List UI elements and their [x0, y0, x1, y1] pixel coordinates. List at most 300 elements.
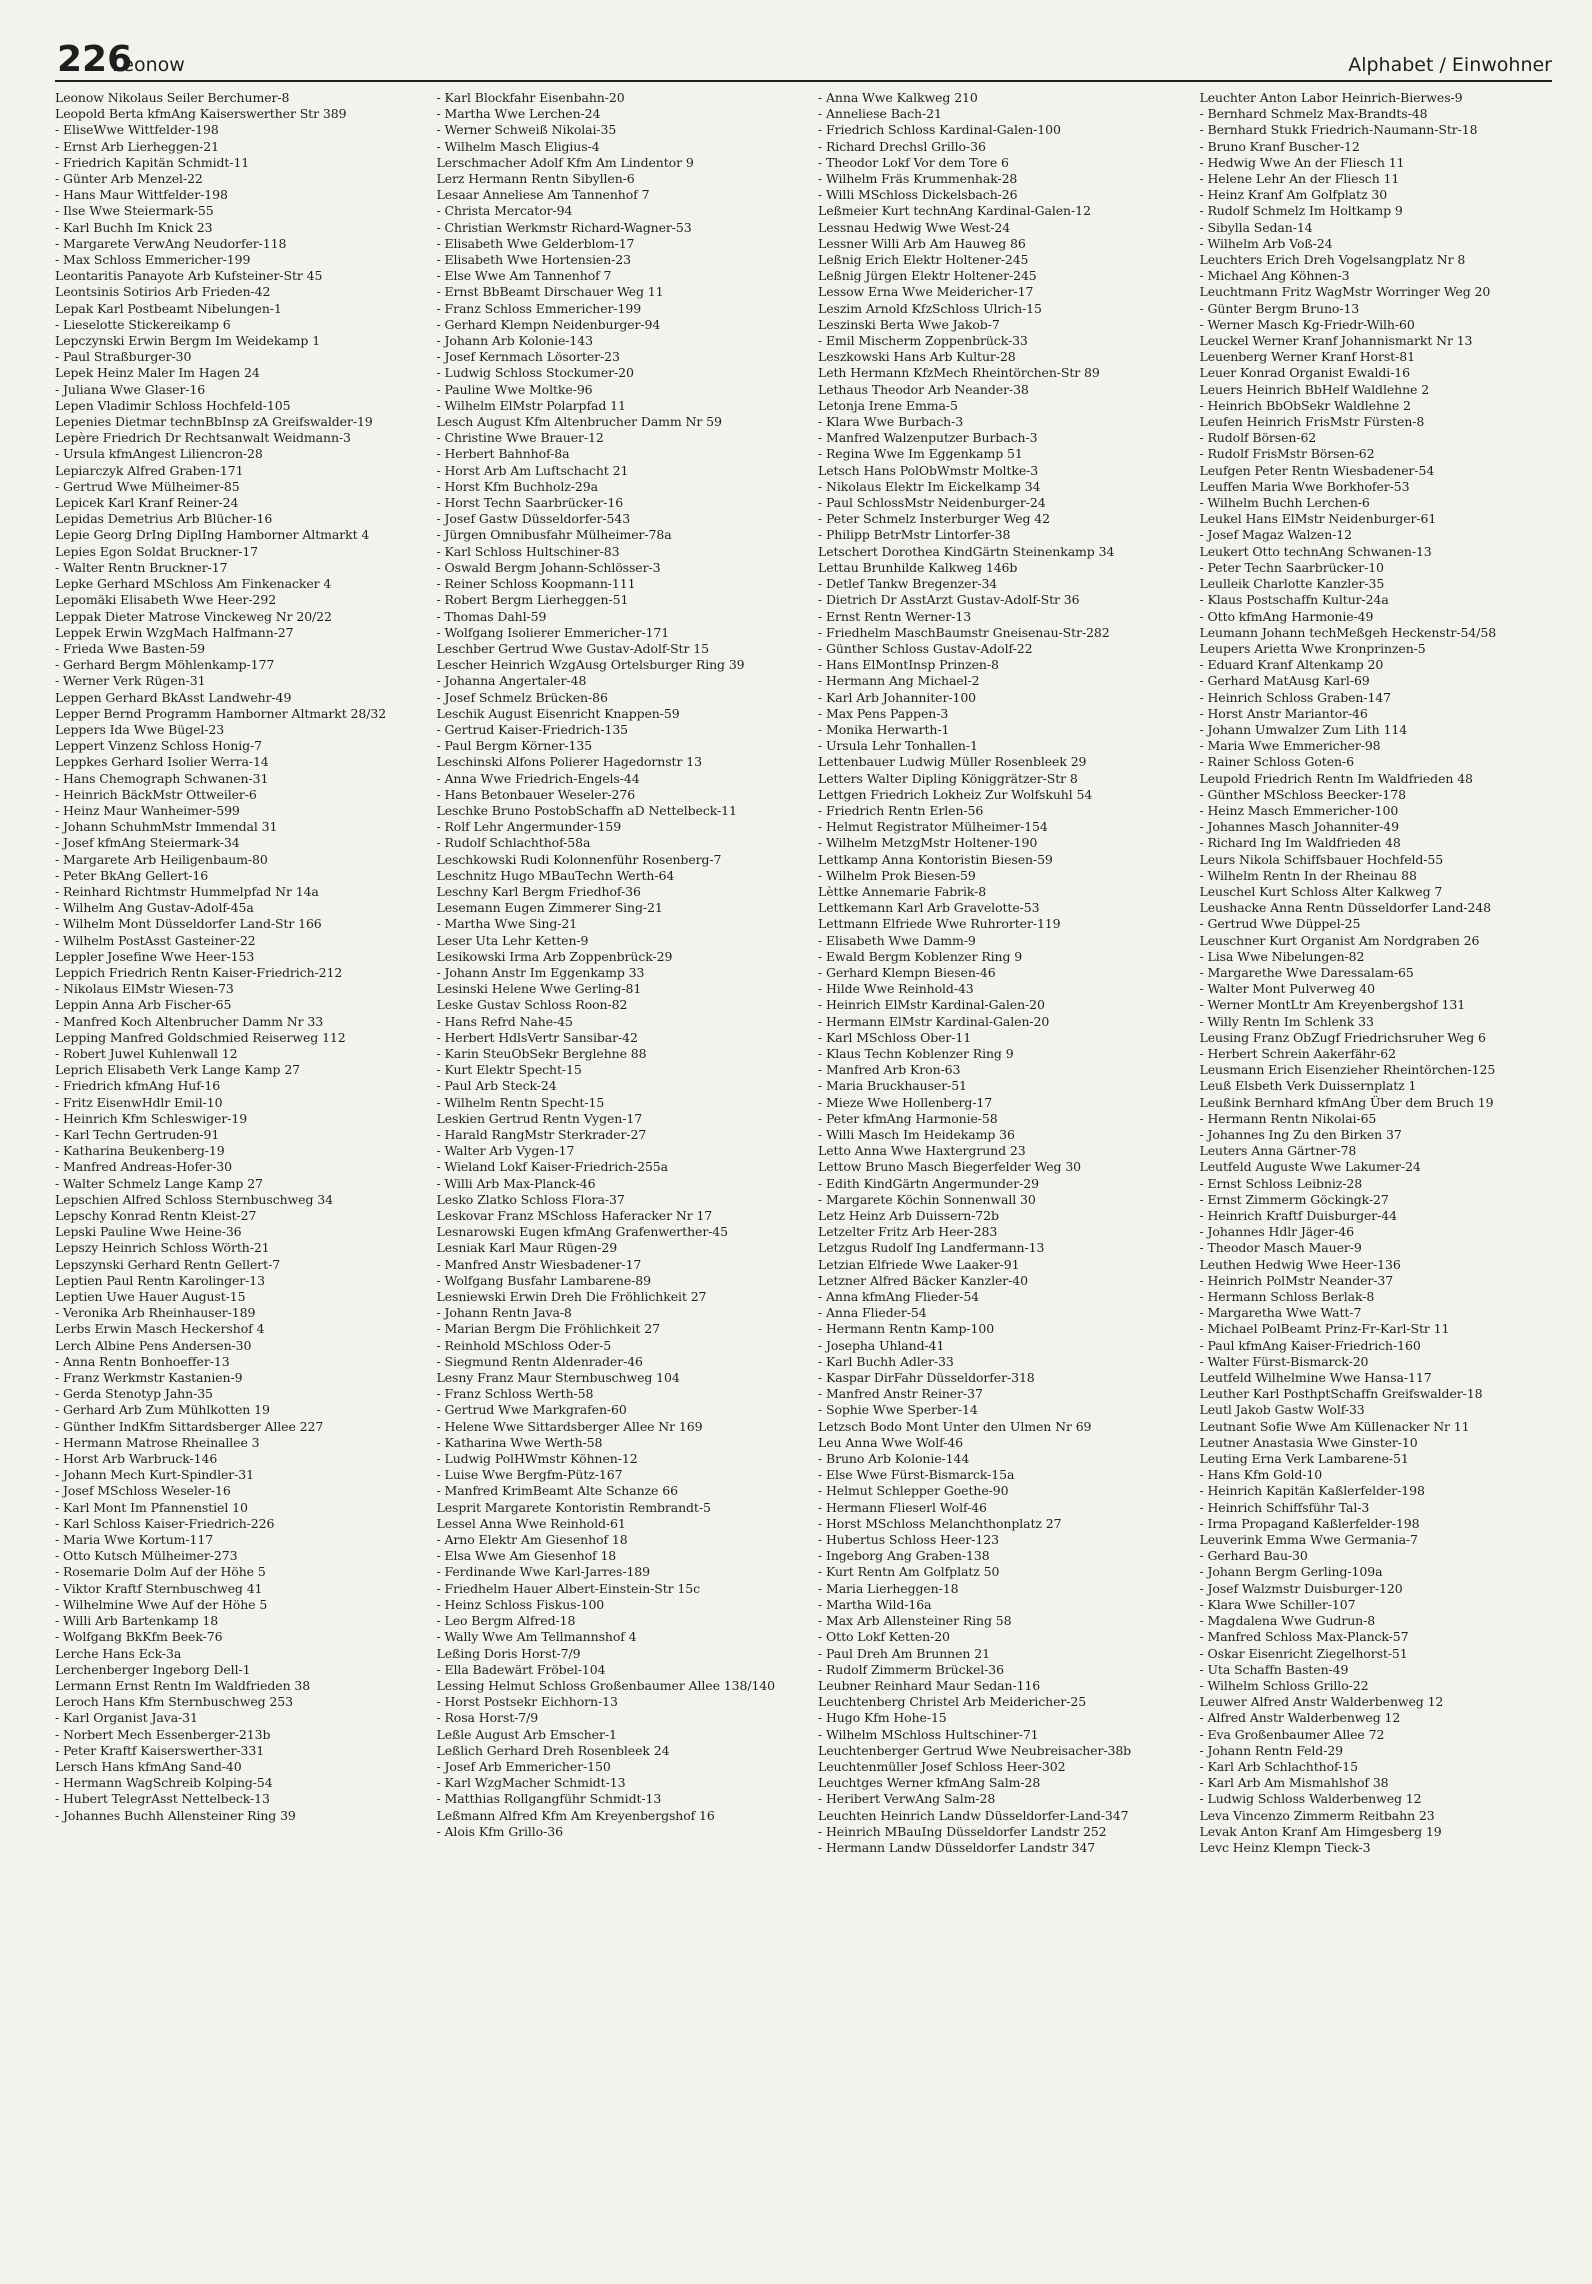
- directory-entry: Leu Anna Wwe Wolf-46: [818, 1434, 964, 1450]
- directory-entry: Leschkowski Rudi Kolonnenführ Rosenberg-7: [436, 851, 722, 867]
- directory-entry: Letzner Alfred Bäcker Kanzler-40: [818, 1272, 1028, 1288]
- directory-entry: - Gerhard Klempn Biesen-46: [818, 964, 996, 980]
- directory-entry: - Karl Arb Johanniter-100: [818, 689, 977, 705]
- directory-entry: - Hermann Ang Michael-2: [818, 673, 980, 689]
- directory-entry: - Veronika Arb Rheinhauser-189: [55, 1305, 256, 1321]
- directory-entry: - Heinz Kranf Am Golfplatz 30: [1199, 187, 1388, 203]
- directory-entry: Lerchenberger Ingeborg Dell-1: [55, 1661, 251, 1677]
- directory-entry: - Peter Schmelz Insterburger Weg 42: [818, 511, 1051, 527]
- directory-entry: - Heinz Masch Emmericher-100: [1199, 802, 1399, 818]
- directory-entry: - Fritz EisenwHdlr Emil-10: [55, 1094, 223, 1110]
- directory-entry: - Manfred KrimBeamt Alte Schanze 66: [436, 1483, 678, 1499]
- directory-entry: - Heinrich Kapitän Kaßlerfelder-198: [1199, 1483, 1425, 1499]
- directory-entry: - Eva Großenbaumer Allee 72: [1199, 1726, 1385, 1742]
- directory-entry: - Gertrud Wwe Markgrafen-60: [436, 1402, 627, 1418]
- directory-entry: - Horst Arb Warbruck-146: [55, 1451, 218, 1467]
- directory-entry: Leßnig Erich Elektr Holtener-245: [818, 252, 1029, 268]
- directory-entry: - Willy Rentn Im Schlenk 33: [1199, 1013, 1374, 1029]
- directory-entry: - Margarethe Wwe Daressalam-65: [1199, 964, 1414, 980]
- directory-entry: - Johannes Masch Johanniter-49: [1199, 819, 1399, 835]
- directory-entry: - Margarete Köchin Sonnenwall 30: [818, 1191, 1036, 1207]
- directory-entry: - Else Wwe Fürst-Bismarck-15a: [818, 1467, 1015, 1483]
- directory-entry: - Hilde Wwe Reinhold-43: [818, 981, 974, 997]
- directory-entry: - Wilhelm Masch Eligius-4: [436, 138, 600, 154]
- directory-entry: Leuchten Heinrich Landw Düsseldorfer-Land-347: [818, 1807, 1129, 1823]
- directory-entry: - Paul Dreh Am Brunnen 21: [818, 1645, 990, 1661]
- directory-entry: Lethaus Theodor Arb Neander-38: [818, 381, 1029, 397]
- directory-entry: Leuchters Erich Dreh Vogelsangplatz Nr 8: [1199, 252, 1466, 268]
- directory-entry: Leulleik Charlotte Kanzler-35: [1199, 576, 1385, 592]
- directory-entry: - Ludwig Schloss Walderbenweg 12: [1199, 1791, 1422, 1807]
- directory-entry: - Anna Wwe Kalkweg 210: [818, 90, 978, 105]
- directory-entry: Leprich Elisabeth Verk Lange Kamp 27: [55, 1062, 301, 1078]
- directory-entry: - Wilhelm MSchloss Hultschiner-71: [818, 1726, 1039, 1742]
- directory-entry: Leusing Franz ObZugf Friedrichsruher Weg 6: [1199, 1029, 1486, 1045]
- directory-entry: Leßing Doris Horst-7/9: [436, 1645, 581, 1661]
- directory-entry: - Ella Badewärt Fröbel-104: [436, 1661, 606, 1677]
- directory-entry: - Walter Rentn Bruckner-17: [55, 559, 228, 575]
- directory-entry: - Johann Umwalzer Zum Lith 114: [1199, 721, 1408, 737]
- directory-entry: Lesniak Karl Maur Rügen-29: [436, 1240, 618, 1256]
- directory-entry: - Wilhelm Schloss Grillo-22: [1199, 1677, 1369, 1693]
- directory-entry: Lessel Anna Wwe Reinhold-61: [436, 1515, 626, 1531]
- column-4: [1200, 90, 1558, 2264]
- directory-entry: - Ewald Bergm Koblenzer Ring 9: [818, 948, 1023, 964]
- directory-entry: - Werner Masch Kg-Friedr-Wilh-60: [1199, 316, 1415, 332]
- directory-entry: - Eduard Kranf Altenkamp 20: [1199, 657, 1384, 673]
- directory-entry: - Oswald Bergm Johann-Schlösser-3: [436, 559, 661, 575]
- directory-entry: - Hans Betonbauer Weseler-276: [436, 786, 636, 802]
- directory-entry: - Hermann Landw Düsseldorfer Landstr 347: [818, 1839, 1096, 1855]
- directory-entry: Lerche Hans Eck-3a: [55, 1645, 182, 1661]
- directory-entry: - Leo Bergm Alfred-18: [436, 1613, 576, 1629]
- directory-entry: Leuchtges Werner kfmAng Salm-28: [818, 1775, 1041, 1791]
- directory-entry: - Margaretha Wwe Watt-7: [1199, 1305, 1362, 1321]
- directory-entry: - Manfred Schloss Max-Planck-57: [1199, 1629, 1409, 1645]
- directory-entry: Leukert Otto technAng Schwanen-13: [1199, 543, 1432, 559]
- directory-entry: - Ferdinande Wwe Karl-Jarres-189: [436, 1564, 650, 1580]
- directory-entry: - Theodor Lokf Vor dem Tore 6: [818, 154, 1009, 170]
- directory-entry: - Helene Lehr An der Fliesch 11: [1199, 171, 1400, 187]
- directory-entry: Leppler Josefine Wwe Heer-153: [55, 948, 255, 964]
- directory-entry: Leptien Paul Rentn Karolinger-13: [55, 1272, 266, 1288]
- directory-entry: - Peter kfmAng Harmonie-58: [818, 1110, 998, 1126]
- directory-entry: - Gerhard Klempn Neidenburger-94: [436, 316, 661, 332]
- directory-entry: - Harald RangMstr Sterkrader-27: [436, 1127, 647, 1142]
- directory-entry: Leppich Friedrich Rentn Kaiser-Friedrich-212: [55, 964, 343, 980]
- directory-entry: - Manfred Arb Kron-63: [818, 1062, 961, 1078]
- directory-entry: Leuckel Werner Kranf Johannismarkt Nr 13: [1199, 333, 1473, 349]
- directory-entry: Leszim Arnold KfzSchloss Ulrich-15: [818, 300, 1042, 316]
- directory-entry: - Kaspar DirFahr Düsseldorfer-318: [818, 1370, 1035, 1386]
- directory-entry: - Bernhard Stukk Friedrich-Naumann-Str-18: [1199, 122, 1478, 138]
- directory-entry: - Johann Rentn Java-8: [436, 1305, 572, 1321]
- directory-entry: - Reiner Schloss Koopmann-111: [436, 576, 636, 592]
- directory-entry: - Heribert VerwAng Salm-28: [818, 1791, 996, 1807]
- directory-entry: - Willi Arb Bartenkamp 18: [55, 1613, 219, 1629]
- directory-entry: - Gerhard Bergm Möhlenkamp-177: [55, 657, 275, 673]
- directory-entry: - Irma Propagand Kaßlerfelder-198: [1199, 1515, 1420, 1531]
- directory-entry: - Klaus Postschaffn Kultur-24a: [1199, 592, 1389, 608]
- directory-entry: - Karl Organist Java-31: [55, 1710, 198, 1726]
- directory-entry: - Heinrich PolMstr Neander-37: [1199, 1272, 1394, 1288]
- directory-entry: Leumann Johann techMeßgeh Heckenstr-54/58: [1199, 624, 1497, 640]
- directory-entry: - Gertrud Kaiser-Friedrich-135: [436, 721, 629, 737]
- directory-entry: - Horst Postsekr Eichhorn-13: [436, 1694, 618, 1710]
- directory-entry: - Wilhelm Rentn In der Rheinau 88: [1199, 867, 1417, 883]
- directory-entry: - Anna Wwe Friedrich-Engels-44: [436, 770, 640, 786]
- directory-entry: - Helene Wwe Sittardsberger Allee Nr 169: [436, 1418, 703, 1434]
- directory-entry: Leuters Anna Gärtner-78: [1199, 1143, 1357, 1159]
- directory-entry: - Christian Werkmstr Richard-Wagner-53: [436, 219, 692, 235]
- directory-entry: - Rosemarie Dolm Auf der Höhe 5: [55, 1564, 266, 1580]
- directory-entry: - Kurt Elektr Specht-15: [436, 1062, 582, 1078]
- directory-entry: - Luise Wwe Bergfm-Pütz-167: [436, 1467, 623, 1483]
- directory-entry: Leßle August Arb Emscher-1: [436, 1726, 617, 1742]
- directory-entry: Lepski Pauline Wwe Heine-36: [55, 1224, 242, 1240]
- directory-entry: - Heinrich MBauIng Düsseldorfer Landstr 252: [818, 1823, 1107, 1839]
- directory-entry: - Günther Schloss Gustav-Adolf-22: [818, 640, 1033, 656]
- directory-entry: - Willi Masch Im Heidekamp 36: [818, 1127, 1015, 1142]
- directory-entry: - Karl Techn Gertruden-91: [55, 1127, 220, 1142]
- directory-entry: - Karl Blockfahr Eisenbahn-20: [436, 90, 625, 105]
- directory-entry: - Walter Fürst-Bismarck-20: [1199, 1353, 1369, 1369]
- directory-entry: - Matthias Rollgangführ Schmidt-13: [436, 1791, 662, 1807]
- directory-entry: - Günther MSchloss Beecker-178: [1199, 786, 1406, 802]
- directory-entry: - Martha Wild-16a: [818, 1596, 932, 1612]
- directory-entry: Lèttke Annemarie Fabrik-8: [818, 883, 987, 899]
- directory-entry: - Paul Straßburger-30: [55, 349, 192, 365]
- directory-entry: - Hugo Kfm Hohe-15: [818, 1710, 947, 1726]
- section-title: Alphabet / Einwohner: [1348, 54, 1552, 76]
- directory-entry: - Josef Walzmstr Duisburger-120: [1199, 1580, 1403, 1596]
- directory-entry: Lepszynski Gerhard Rentn Gellert-7: [55, 1256, 281, 1272]
- directory-entry: - Johannes Ing Zu den Birken 37: [1199, 1127, 1402, 1142]
- page-number: 226: [57, 39, 133, 80]
- column-2: [437, 90, 795, 2264]
- directory-entry: - Rainer Schloss Goten-6: [1199, 754, 1354, 770]
- directory-entry: - Martha Wwe Sing-21: [436, 916, 578, 932]
- directory-entry: - Karl Buchh Adler-33: [818, 1353, 954, 1369]
- directory-entry: - Ernst Rentn Werner-13: [818, 608, 972, 624]
- directory-entry: Leroch Hans Kfm Sternbuschweg 253: [55, 1694, 293, 1710]
- directory-entry: Lepicek Karl Kranf Reiner-24: [55, 495, 239, 511]
- directory-entry: Lessing Helmut Schloss Großenbaumer Allee 138/140: [436, 1677, 775, 1693]
- directory-entry: Lepschien Alfred Schloss Sternbuschweg 34: [55, 1191, 333, 1207]
- directory-entry: - Werner Verk Rügen-31: [55, 673, 206, 689]
- directory-entry: - Wilhelm Rentn Specht-15: [436, 1094, 605, 1110]
- directory-columns: [55, 90, 1557, 2264]
- directory-entry: - Anna Rentn Bonhoeffer-13: [55, 1353, 230, 1369]
- directory-entry: - Karl WzgMacher Schmidt-13: [436, 1775, 626, 1791]
- directory-entry: - Philipp BetrMstr Lintorfer-38: [818, 527, 1011, 543]
- directory-entry: Leuthen Hedwig Wwe Heer-136: [1199, 1256, 1401, 1272]
- directory-entry: Lerbs Erwin Masch Heckershof 4: [55, 1321, 265, 1337]
- directory-entry: - Hubertus Schloss Heer-123: [818, 1532, 999, 1548]
- directory-entry: Lepenies Dietmar technBbInsp zA Greifswalder-19: [55, 414, 373, 430]
- directory-entry: Leutner Anastasia Wwe Ginster-10: [1199, 1434, 1418, 1450]
- directory-entry: - Klaus Techn Koblenzer Ring 9: [818, 1045, 1014, 1061]
- directory-entry: - Bruno Kranf Buscher-12: [1199, 138, 1360, 154]
- directory-entry: Leufen Heinrich FrisMstr Fürsten-8: [1199, 414, 1425, 430]
- directory-entry: - Richard Ing Im Waldfrieden 48: [1199, 835, 1401, 851]
- page-header: [55, 38, 1552, 82]
- directory-entry: - Peter Techn Saarbrücker-10: [1199, 559, 1384, 575]
- directory-entry: - Horst Techn Saarbrücker-16: [436, 495, 624, 511]
- directory-entry: Letschert Dorothea KindGärtn Steinenkamp 34: [818, 543, 1115, 559]
- directory-entry: Leppen Gerhard BkAsst Landwehr-49: [55, 689, 292, 705]
- directory-entry: - Manfred Koch Altenbrucher Damm Nr 33: [55, 1013, 324, 1029]
- directory-entry: Levc Heinz Klempn Tieck-3: [1199, 1839, 1371, 1855]
- directory-entry: - Horst Kfm Buchholz-29a: [436, 478, 598, 494]
- directory-entry: - Frieda Wwe Basten-59: [55, 640, 206, 656]
- directory-entry: - Monika Herwarth-1: [818, 721, 950, 737]
- directory-entry: - Margarete VerwAng Neudorfer-118: [55, 235, 287, 251]
- directory-entry: Letz Heinz Arb Duissern-72b: [818, 1208, 999, 1224]
- directory-entry: Leschber Gertrud Wwe Gustav-Adolf-Str 15: [436, 640, 709, 656]
- directory-entry: - Wilhelm Buchh Lerchen-6: [1199, 495, 1370, 511]
- directory-entry: - Hermann Schloss Berlak-8: [1199, 1289, 1375, 1305]
- directory-entry: - Max Pens Pappen-3: [818, 705, 949, 721]
- directory-entry: - Helmut Schlepper Goethe-90: [818, 1483, 1009, 1499]
- directory-entry: Leuschner Kurt Organist Am Nordgraben 26: [1199, 932, 1480, 948]
- directory-entry: - Ernst Zimmerm Göckingk-27: [1199, 1191, 1389, 1207]
- directory-entry: - Hermann ElMstr Kardinal-Galen-20: [818, 1013, 1050, 1029]
- directory-entry: - Wieland Lokf Kaiser-Friedrich-255a: [436, 1159, 669, 1175]
- directory-entry: Leser Uta Lehr Ketten-9: [436, 932, 589, 948]
- directory-entry: - Elisabeth Wwe Damm-9: [818, 932, 976, 948]
- directory-entry: - Wilhelm Arb Voß-24: [1199, 235, 1333, 251]
- directory-entry: - Josef Kernmach Lösorter-23: [436, 349, 620, 365]
- directory-entry: Lesaar Anneliese Am Tannenhof 7: [436, 187, 650, 203]
- directory-entry: - Peter BkAng Gellert-16: [55, 867, 209, 883]
- directory-entry: Leppers Ida Wwe Bügel-23: [55, 721, 225, 737]
- directory-entry: - Maria Lierheggen-18: [818, 1580, 959, 1596]
- directory-entry: Lesikowski Irma Arb Zoppenbrück-29: [436, 948, 673, 964]
- directory-entry: - Hans Kfm Gold-10: [1199, 1467, 1323, 1483]
- directory-entry: - Norbert Mech Essenberger-213b: [55, 1726, 271, 1742]
- directory-entry: - Rudolf Schlachthof-58a: [436, 835, 591, 851]
- directory-entry: - Hans Refrd Nahe-45: [436, 1013, 573, 1029]
- directory-entry: - Hermann Matrose Rheinallee 3: [55, 1434, 260, 1450]
- directory-entry: - Franz Schloss Emmericher-199: [436, 300, 642, 316]
- directory-entry: - Heinz Schloss Fiskus-100: [436, 1596, 605, 1612]
- directory-entry: Leußink Bernhard kfmAng Über dem Bruch 19: [1199, 1094, 1494, 1110]
- directory-entry: - Werner Schweiß Nikolai-35: [436, 122, 617, 138]
- directory-entry: - Uta Schaffn Basten-49: [1199, 1661, 1349, 1677]
- directory-entry: Leske Gustav Schloss Roon-82: [436, 997, 628, 1013]
- directory-entry: - Wilhelmine Wwe Auf der Höhe 5: [55, 1596, 268, 1612]
- directory-entry: - Franz Werkmstr Kastanien-9: [55, 1370, 243, 1386]
- directory-entry: Leuenberg Werner Kranf Horst-81: [1199, 349, 1415, 365]
- directory-entry: - Wally Wwe Am Tellmannshof 4: [436, 1629, 637, 1645]
- directory-entry: - Magdalena Wwe Gudrun-8: [1199, 1613, 1376, 1629]
- directory-entry: Leopold Berta kfmAng Kaiserswerther Str 389: [55, 106, 347, 122]
- directory-entry: - Peter Kraftf Kaiserswerther-331: [55, 1742, 265, 1758]
- directory-entry: - Ilse Wwe Steiermark-55: [55, 203, 214, 219]
- directory-entry: - Josepha Uhland-41: [818, 1337, 945, 1353]
- directory-entry: Lepschy Konrad Rentn Kleist-27: [55, 1208, 257, 1224]
- directory-entry: Lepper Bernd Programm Hamborner Altmarkt 28/32: [55, 705, 387, 721]
- directory-entry: Leßmeier Kurt technAng Kardinal-Galen-12: [818, 203, 1091, 219]
- directory-entry: - Klara Wwe Schiller-107: [1199, 1596, 1356, 1612]
- directory-entry: Letters Walter Dipling Königgrätzer-Str 8: [818, 770, 1078, 786]
- directory-entry: Leufgen Peter Rentn Wiesbadener-54: [1199, 462, 1435, 478]
- page-running-head: Leonow: [112, 54, 185, 76]
- directory-entry: - Kurt Rentn Am Golfplatz 50: [818, 1564, 1000, 1580]
- directory-entry: - Karl MSchloss Ober-11: [818, 1029, 972, 1045]
- directory-entry: Leontsinis Sotirios Arb Frieden-42: [55, 284, 271, 300]
- directory-entry: Leontaritis Panayote Arb Kufsteiner-Str 45: [55, 268, 323, 284]
- directory-entry: Lettgen Friedrich Lokheiz Zur Wolfskuhl 54: [818, 786, 1093, 802]
- directory-entry: - Pauline Wwe Moltke-96: [436, 381, 593, 397]
- directory-entry: Leschny Karl Bergm Friedhof-36: [436, 883, 641, 899]
- directory-entry: Leutfeld Wilhelmine Wwe Hansa-117: [1199, 1370, 1432, 1386]
- directory-entry: - Friedrich kfmAng Huf-16: [55, 1078, 221, 1094]
- directory-entry: - Günter Bergm Bruno-13: [1199, 300, 1360, 316]
- directory-entry: Lepszy Heinrich Schloss Wörth-21: [55, 1240, 270, 1256]
- directory-entry: Leuffen Maria Wwe Borkhofer-53: [1199, 478, 1410, 494]
- directory-entry: Leptien Uwe Hauer August-15: [55, 1289, 246, 1305]
- directory-entry: - Max Schloss Emmericher-199: [55, 252, 251, 268]
- directory-entry: Lerch Albine Pens Andersen-30: [55, 1337, 252, 1353]
- directory-entry: Leuwer Alfred Anstr Walderbenweg 12: [1199, 1694, 1444, 1710]
- directory-entry: Letsch Hans PolObWmstr Moltke-3: [818, 462, 1039, 478]
- directory-entry: - Josef Gastw Düsseldorfer-543: [436, 511, 631, 527]
- directory-entry: Leschnitz Hugo MBauTechn Werth-64: [436, 867, 675, 883]
- directory-entry: - Emil Mischerm Zoppenbrück-33: [818, 333, 1028, 349]
- directory-entry: Leonow Nikolaus Seiler Berchumer-8: [55, 90, 290, 105]
- directory-entry: Leushacke Anna Rentn Düsseldorfer Land-248: [1199, 900, 1492, 916]
- directory-entry: - Ludwig Schloss Stockumer-20: [436, 365, 634, 381]
- directory-entry: - Heinrich Kraftf Duisburger-44: [1199, 1208, 1397, 1224]
- directory-entry: - Ludwig PolHWmstr Köhnen-12: [436, 1451, 638, 1467]
- directory-entry: - Edith KindGärtn Angermunder-29: [818, 1175, 1039, 1191]
- directory-entry: Leuting Erna Verk Lambarene-51: [1199, 1451, 1409, 1467]
- directory-entry: - Richard Drechsl Grillo-36: [818, 138, 986, 154]
- directory-entry: - Ingeborg Ang Graben-138: [818, 1548, 990, 1564]
- directory-entry: - Walter Arb Vygen-17: [436, 1143, 575, 1159]
- directory-entry: - Günter Arb Menzel-22: [55, 171, 203, 187]
- directory-entry: Lettmann Elfriede Wwe Ruhrorter-119: [818, 916, 1061, 932]
- directory-entry: - Josef MSchloss Weseler-16: [55, 1483, 231, 1499]
- directory-entry: - Hans ElMontInsp Prinzen-8: [818, 657, 999, 673]
- directory-entry: - Paul SchlossMstr Neidenburger-24: [818, 495, 1046, 511]
- directory-entry: - Karin SteuObSekr Berglehne 88: [436, 1045, 647, 1061]
- directory-entry: - Heinz Maur Wanheimer-599: [55, 802, 240, 818]
- directory-entry: - Karl Schloss Hultschiner-83: [436, 543, 620, 559]
- directory-entry: - Bruno Arb Kolonie-144: [818, 1451, 970, 1467]
- directory-entry: Leutnant Sofie Wwe Am Küllenacker Nr 11: [1199, 1418, 1470, 1434]
- directory-entry: Lerschmacher Adolf Kfm Am Lindentor 9: [436, 154, 694, 170]
- directory-entry: Lepère Friedrich Dr Rechtsanwalt Weidmann-3: [55, 430, 351, 446]
- directory-entry: Lepidas Demetrius Arb Blücher-16: [55, 511, 273, 527]
- directory-entry: - Wilhelm PostAsst Gasteiner-22: [55, 932, 256, 948]
- directory-entry: Lepen Vladimir Schloss Hochfeld-105: [55, 397, 291, 413]
- directory-entry: - Mieze Wwe Hollenberg-17: [818, 1094, 993, 1110]
- directory-entry: - Willi MSchloss Dickelsbach-26: [818, 187, 1018, 203]
- directory-entry: Lepomäki Elisabeth Wwe Heer-292: [55, 592, 277, 608]
- directory-entry: - Anna Flieder-54: [818, 1305, 927, 1321]
- directory-entry: - Josef Arb Emmericher-150: [436, 1758, 611, 1774]
- directory-entry: - Ernst Schloss Leibniz-28: [1199, 1175, 1363, 1191]
- directory-entry: Leth Hermann KfzMech Rheintörchen-Str 89: [818, 365, 1100, 381]
- directory-entry: - Heinrich ElMstr Kardinal-Galen-20: [818, 997, 1045, 1013]
- directory-entry: - Wolfgang Busfahr Lambarene-89: [436, 1272, 651, 1288]
- directory-entry: - Gerda Stenotyp Jahn-35: [55, 1386, 213, 1402]
- directory-entry: Leuther Karl PosthptSchaffn Greifswalder-18: [1199, 1386, 1483, 1402]
- directory-entry: - Maria Wwe Kortum-117: [55, 1532, 214, 1548]
- directory-entry: Leva Vincenzo Zimmerm Reitbahn 23: [1199, 1807, 1435, 1823]
- directory-entry: - Karl Mont Im Pfannenstiel 10: [55, 1499, 248, 1515]
- directory-entry: Leßlich Gerhard Dreh Rosenbleek 24: [436, 1742, 670, 1758]
- directory-entry: - Maria Wwe Emmericher-98: [1199, 738, 1381, 754]
- directory-entry: - Johann Anstr Im Eggenkamp 33: [436, 964, 645, 980]
- directory-entry: - Walter Schmelz Lange Kamp 27: [55, 1175, 263, 1191]
- directory-entry: - Paul Arb Steck-24: [436, 1078, 557, 1094]
- directory-entry: - Karl Buchh Im Knick 23: [55, 219, 213, 235]
- directory-entry: - Christine Wwe Brauer-12: [436, 430, 604, 446]
- directory-entry: - Karl Schloss Kaiser-Friedrich-226: [55, 1515, 275, 1531]
- directory-entry: - Bernhard Schmelz Max-Brandts-48: [1199, 106, 1428, 122]
- directory-entry: - Josef Magaz Walzen-12: [1199, 527, 1352, 543]
- directory-entry: - Johannes Hdlr Jäger-46: [1199, 1224, 1355, 1240]
- directory-entry: - Heinrich Schloss Graben-147: [1199, 689, 1392, 705]
- directory-entry: Leuers Heinrich BbHelf Waldlehne 2: [1199, 381, 1430, 397]
- directory-entry: - Siegmund Rentn Aldenrader-46: [436, 1353, 643, 1369]
- directory-entry: - Hubert TelegrAsst Nettelbeck-13: [55, 1791, 270, 1807]
- directory-entry: - Gertrud Wwe Mülheimer-85: [55, 478, 240, 494]
- directory-entry: Leupold Friedrich Rentn Im Waldfrieden 48: [1199, 770, 1473, 786]
- directory-entry: Lepke Gerhard MSchloss Am Finkenacker 4: [55, 576, 332, 592]
- directory-entry: - Friedrich Schloss Kardinal-Galen-100: [818, 122, 1061, 138]
- directory-entry: - Johann Mech Kurt-Spindler-31: [55, 1467, 254, 1483]
- directory-entry: Lettenbauer Ludwig Müller Rosenbleek 29: [818, 754, 1087, 770]
- directory-entry: Leuchtmann Fritz WagMstr Worringer Weg 20: [1199, 284, 1491, 300]
- directory-entry: - Klara Wwe Burbach-3: [818, 414, 964, 430]
- directory-entry: Leßnig Jürgen Elektr Holtener-245: [818, 268, 1037, 284]
- directory-entry: - Karl Arb Schlachthof-15: [1199, 1758, 1358, 1774]
- directory-entry: - Ursula Lehr Tonhallen-1: [818, 738, 978, 754]
- directory-entry: - Gerhard Arb Zum Mühlkotten 19: [55, 1402, 270, 1418]
- column-1: [55, 90, 413, 2264]
- directory-entry: - Wilhelm Prok Biesen-59: [818, 867, 976, 883]
- directory-entry: Leukel Hans ElMstr Neidenburger-61: [1199, 511, 1437, 527]
- directory-entry: - Rudolf Zimmerm Brückel-36: [818, 1661, 1004, 1677]
- directory-entry: - Johann SchuhmMstr Immendal 31: [55, 819, 278, 835]
- directory-entry: Leszinski Berta Wwe Jakob-7: [818, 316, 1000, 332]
- directory-entry: - Wilhelm MetzgMstr Holtener-190: [818, 835, 1038, 851]
- directory-entry: Lepping Manfred Goldschmied Reiserweg 112: [55, 1029, 346, 1045]
- directory-entry: - Franz Schloss Werth-58: [436, 1386, 594, 1402]
- directory-entry: Lessow Erna Wwe Meidericher-17: [818, 284, 1034, 300]
- directory-entry: Leurs Nikola Schiffsbauer Hochfeld-55: [1199, 851, 1444, 867]
- directory-entry: Levak Anton Kranf Am Himgesberg 19: [1199, 1823, 1442, 1839]
- directory-entry: Leuschel Kurt Schloss Alter Kalkweg 7: [1199, 883, 1443, 899]
- directory-entry: - Dietrich Dr AsstArzt Gustav-Adolf-Str 36: [818, 592, 1080, 608]
- directory-entry: Leuverink Emma Wwe Germania-7: [1199, 1532, 1418, 1548]
- directory-entry: - Thomas Dahl-59: [436, 608, 547, 624]
- directory-entry: - Sophie Wwe Sperber-14: [818, 1402, 978, 1418]
- directory-entry: - Katharina Wwe Werth-58: [436, 1434, 603, 1450]
- directory-entry: Lesinski Helene Wwe Gerling-81: [436, 981, 642, 997]
- directory-entry: - Lisa Wwe Nibelungen-82: [1199, 948, 1365, 964]
- directory-entry: - Heinrich Schiffsführ Tal-3: [1199, 1499, 1370, 1515]
- directory-entry: - Walter Mont Pulverweg 40: [1199, 981, 1375, 997]
- directory-entry: - Rolf Lehr Angermunder-159: [436, 819, 622, 835]
- directory-entry: Letzelter Fritz Arb Heer-283: [818, 1224, 998, 1240]
- directory-entry: - Gertrud Wwe Düppel-25: [1199, 916, 1361, 932]
